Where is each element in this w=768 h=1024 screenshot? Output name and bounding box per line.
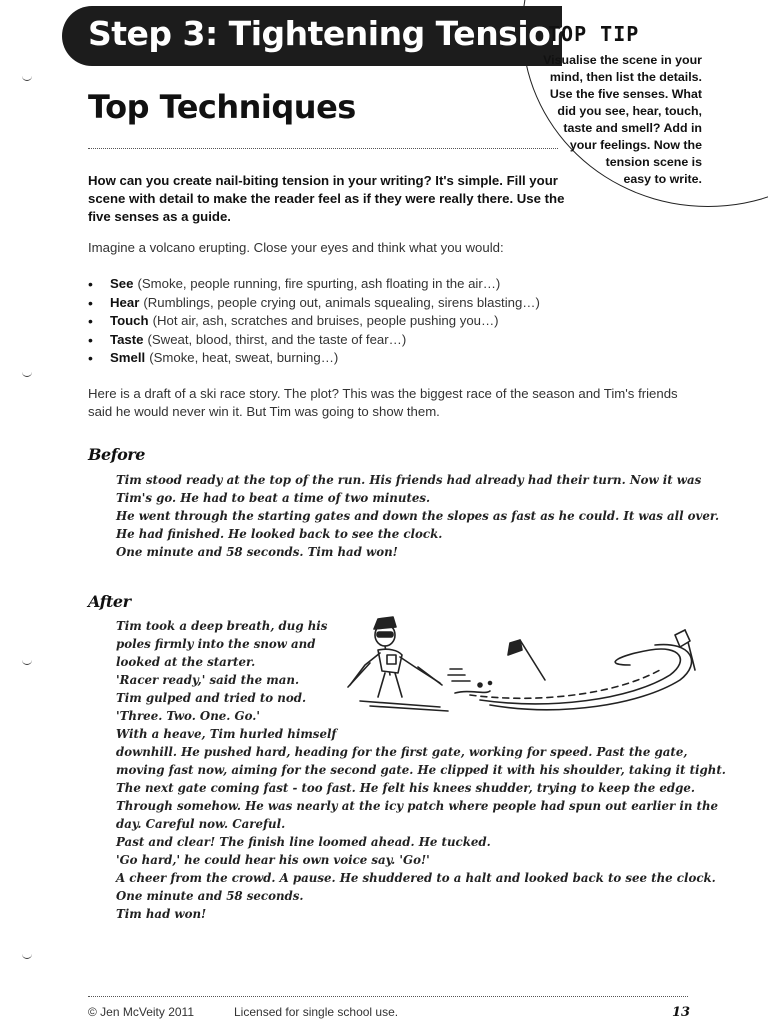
top-tip-line: Visualise the scene in your (543, 53, 702, 67)
sense-name: Touch (110, 313, 149, 328)
story-line: day. Careful now. Careful. (116, 817, 286, 831)
sense-detail: (Hot air, ash, scratches and bruises, people pushing you…) (152, 313, 499, 328)
after-story-wide (116, 743, 726, 923)
sense-name: Hear (110, 294, 140, 310)
skier-illustration (330, 605, 720, 725)
story-line: moving fast now, aiming for the second gate. He clipped it with his shoulder, taking it tight. (116, 763, 726, 777)
margin-mark (22, 370, 32, 377)
footer-license: Licensed for single school use. (234, 1005, 399, 1019)
top-tip-line: your feelings. Now the (569, 138, 702, 152)
intro-line: five senses as a guide. (88, 209, 231, 224)
story-line: The next gate coming fast - too fast. He felt his knees shudder, trying to keep the edge. (116, 781, 695, 795)
story-line: A cheer from the crowd. A pause. He shuddered to a halt and looked back to see the clock. (116, 871, 716, 885)
list-item (88, 331, 540, 350)
margin-mark (22, 658, 32, 665)
story-line: 'Three. Two. One. Go.' (116, 709, 260, 723)
volcano-prompt: Imagine a volcano erupting. Close your eyes and think what you would: (88, 240, 504, 255)
top-tip-text (520, 52, 702, 188)
story-line: Through somehow. He was nearly at the icy patch where people had spun out earlier in the (116, 799, 719, 813)
sense-detail: (Rumblings, people crying out, animals squealing, sirens blasting…) (143, 294, 540, 310)
story-line: Tim's go. He had to beat a time of two minutes. (116, 491, 431, 505)
page-step-title: Step 3: Tightening Tension (88, 14, 574, 53)
story-line: Past and clear! The finish line loomed ahead. He tucked. (116, 835, 491, 849)
top-tip-line: tension scene is (605, 155, 702, 169)
story-line: 'Racer ready,' said the man. (116, 673, 300, 687)
story-line: downhill. He pushed hard, heading for the first gate, working for speed. Past the gate, (116, 745, 688, 759)
story-line: Tim took a deep breath, dug his (116, 619, 328, 633)
senses-list (88, 275, 540, 368)
top-tip-line: Use the five senses. What (549, 87, 702, 101)
draft-line: Here is a draft of a ski race story. The plot? This was the biggest race of the season and Tim's friends (88, 386, 678, 401)
top-tip-line: taste and smell? Add in (563, 121, 702, 135)
story-line: With a heave, Tim hurled himself (116, 727, 337, 741)
story-line: Tim had won! (116, 907, 207, 921)
sense-name: Smell (110, 350, 146, 365)
story-line: Tim gulped and tried to nod. (116, 691, 307, 705)
story-line: One minute and 58 seconds. (116, 889, 304, 903)
story-line: Tim stood ready at the top of the run. His friends had already had their turn. Now it was (116, 473, 702, 487)
sense-name: Taste (110, 331, 144, 347)
after-heading: After (88, 592, 131, 611)
intro-paragraph (88, 172, 608, 226)
story-line: He went through the starting gates and down the slopes as fast as he could. It was all over. (116, 509, 720, 523)
footer-copyright: © Jen McVeity 2011 (88, 1005, 195, 1019)
story-line: 'Go hard,' he could hear his own voice say. 'Go!' (116, 853, 430, 867)
sense-detail: (Sweat, blood, thirst, and the taste of fear…) (147, 331, 407, 347)
story-line: One minute and 58 seconds. Tim had won! (116, 545, 398, 559)
intro-line: scene with detail to make the reader feel as if they were really there. Use the (88, 191, 565, 206)
footer-divider (88, 996, 688, 997)
story-line: poles firmly into the snow and (116, 637, 316, 651)
draft-line: said he would never win it. But Tim was going to show them. (88, 404, 440, 419)
after-story-narrow (116, 617, 337, 743)
draft-paragraph (88, 385, 698, 421)
top-tip-line: easy to write. (623, 172, 702, 186)
list-item (88, 275, 540, 294)
top-tip-line: did you see, hear, touch, (557, 104, 702, 118)
top-tip-heading: TOP TIP (548, 22, 640, 46)
list-item (88, 312, 540, 331)
margin-mark (22, 74, 32, 81)
page-heading: Top Techniques (88, 88, 356, 126)
top-tip-line: mind, then list the details. (549, 70, 702, 84)
page-number: 13 (672, 1005, 691, 1020)
sense-detail: (Smoke, people running, fire spurting, ash floating in the air…) (137, 276, 501, 291)
list-item (88, 349, 540, 368)
story-line: looked at the starter. (116, 655, 256, 669)
margin-mark (22, 952, 32, 959)
sense-name: See (110, 276, 134, 291)
story-line: He had finished. He looked back to see the clock. (116, 527, 443, 541)
list-item (88, 294, 540, 313)
sense-detail: (Smoke, heat, sweat, burning…) (149, 350, 339, 365)
before-heading: Before (88, 445, 145, 464)
before-story (116, 471, 719, 561)
heading-divider (88, 148, 558, 149)
intro-line: How can you create nail-biting tension in your writing? It's simple. Fill your (88, 173, 558, 188)
